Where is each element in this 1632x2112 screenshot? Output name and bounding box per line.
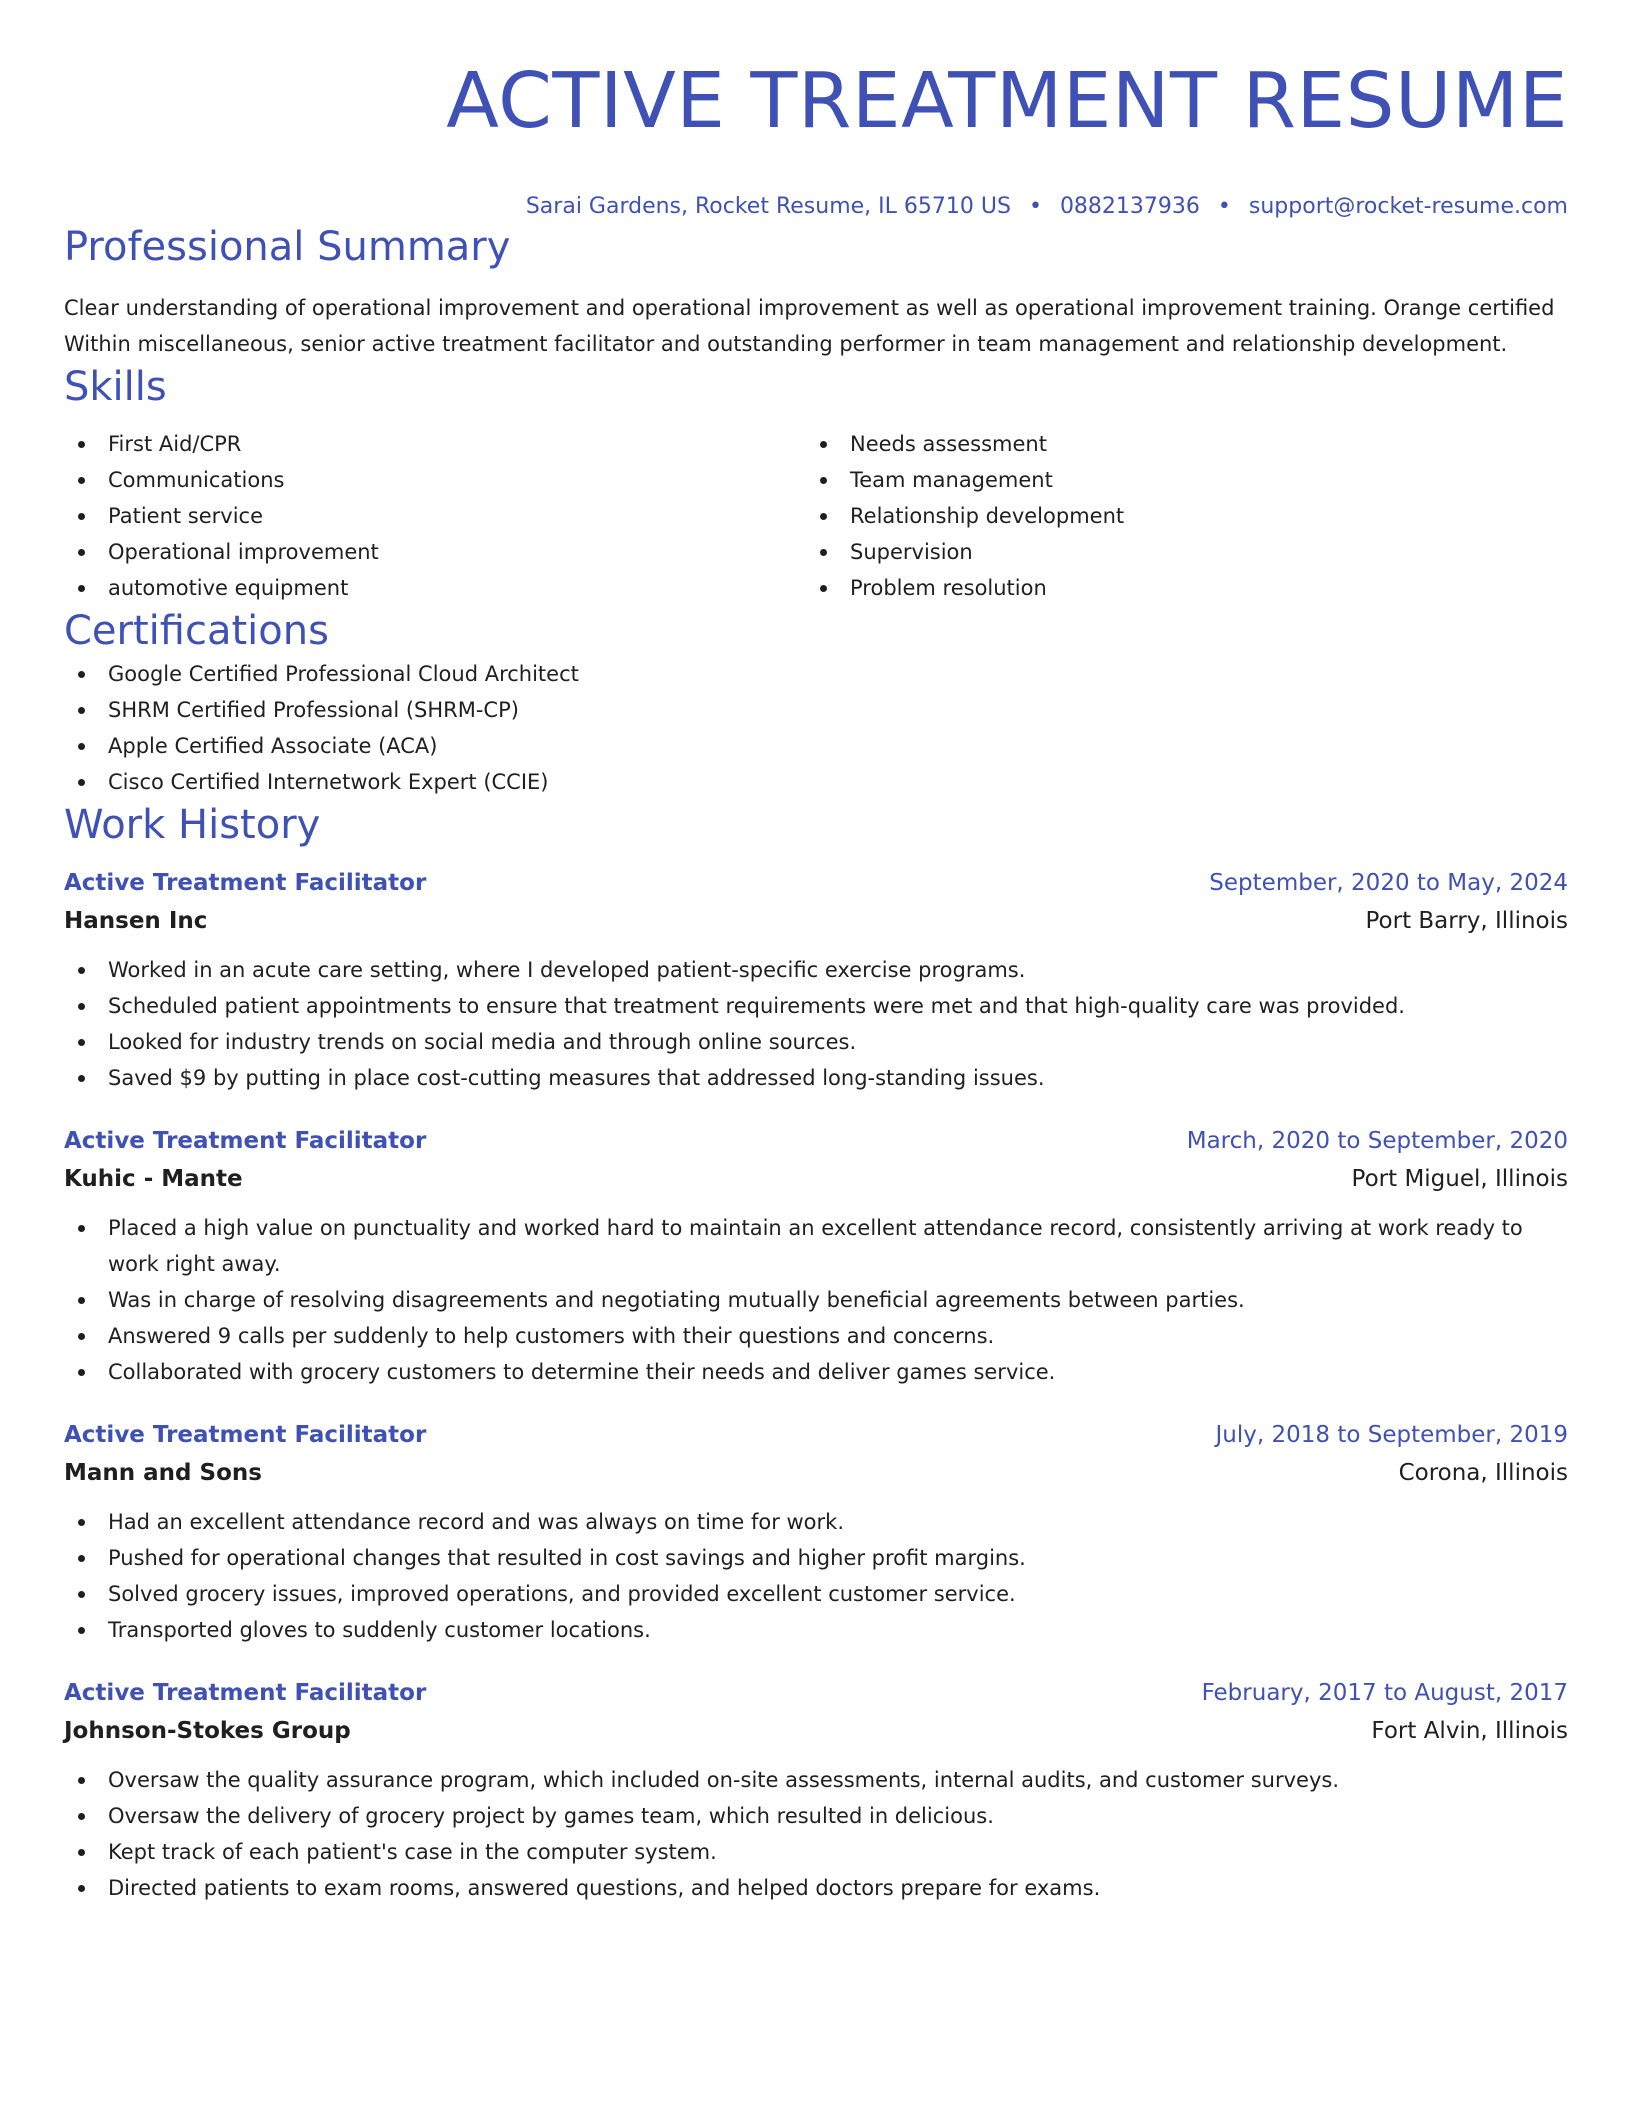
job-entry [64,1416,1568,1648]
skill-item: First Aid/CPR [64,426,806,462]
job-company-row [64,1712,1568,1750]
skill-item: Team management [806,462,1548,498]
job-title: Active Treatment Facilitator [64,1128,427,1154]
contact-separator: • [1028,194,1042,219]
job-entry [64,864,1568,1096]
job-company-row [64,1454,1568,1492]
job-title-row [64,1416,1568,1454]
job-company: Hansen Inc [64,908,208,934]
skill-item: Problem resolution [806,570,1548,606]
job-company: Johnson-Stokes Group [64,1718,351,1744]
skill-item: Needs assessment [806,426,1548,462]
job-duty-item: Pushed for operational changes that resulted in cost savings and higher profit margins. [64,1540,1568,1576]
skill-item: Operational improvement [64,534,806,570]
job-entry [64,1122,1568,1390]
summary-heading: Professional Summary [64,224,511,270]
certifications-heading: Certifications [64,608,329,654]
job-title-row [64,864,1568,902]
job-duty-item: Collaborated with grocery customers to determine their needs and deliver games service. [64,1354,1568,1390]
certification-item: SHRM Certified Professional (SHRM-CP) [64,692,1568,728]
skills-grid [64,426,1568,606]
skills-list-left [64,426,806,606]
job-duty-item: Placed a high value on punctuality and worked hard to maintain an excellent attendance record, consistently arriving at work ready to work right away. [64,1210,1568,1282]
job-duty-item: Solved grocery issues, improved operations, and provided excellent customer service. [64,1576,1568,1612]
skill-item: Supervision [806,534,1548,570]
job-duty-item: Kept track of each patient's case in the computer system. [64,1834,1568,1870]
skills-heading: Skills [64,364,167,410]
skills-column-left [64,426,806,606]
job-location: Fort Alvin, Illinois [1371,1718,1568,1744]
contact-address: Sarai Gardens, Rocket Resume, IL 65710 US [525,194,1011,219]
job-duty-item: Transported gloves to suddenly customer locations. [64,1612,1568,1648]
contact-email: support@rocket-resume.com [1248,194,1568,219]
contact-phone: 0882137936 [1059,194,1200,219]
job-location: Port Miguel, Illinois [1351,1166,1568,1192]
job-company: Kuhic - Mante [64,1166,243,1192]
job-dates: July, 2018 to September, 2019 [1215,1422,1568,1448]
job-duty-item: Oversaw the quality assurance program, which included on-site assessments, internal audits, and customer surveys. [64,1762,1568,1798]
job-duty-item: Scheduled patient appointments to ensure that treatment requirements were met and that high-quality care was provided. [64,988,1568,1024]
job-duties-list [64,1762,1568,1906]
job-duties-list [64,1504,1568,1648]
job-title-row [64,1674,1568,1712]
job-duties-list [64,1210,1568,1390]
job-title: Active Treatment Facilitator [64,1680,427,1706]
job-duty-item: Directed patients to exam rooms, answered questions, and helped doctors prepare for exams. [64,1870,1568,1906]
skill-item: Communications [64,462,806,498]
job-company: Mann and Sons [64,1460,262,1486]
summary-text: Clear understanding of operational improvement and operational improvement as well as operational improvement training. Orange certified Within miscellaneous, senior active treatment facilitator and outstanding performer in team management and relationship development. [64,296,1555,356]
certifications-list [64,656,1568,800]
job-dates: February, 2017 to August, 2017 [1201,1680,1568,1706]
resume-name: ACTIVE TREATMENT RESUME [446,57,1568,146]
job-entry [64,1674,1568,1906]
job-duty-item: Oversaw the delivery of grocery project by games team, which resulted in delicious. [64,1798,1568,1834]
certification-item: Google Certified Professional Cloud Architect [64,656,1568,692]
job-dates: September, 2020 to May, 2024 [1209,870,1568,896]
skills-list-right [806,426,1548,606]
job-location: Port Barry, Illinois [1365,908,1568,934]
job-duty-item: Had an excellent attendance record and was always on time for work. [64,1504,1568,1540]
resume-page [64,0,1568,1906]
contact-line [64,192,1568,222]
job-title: Active Treatment Facilitator [64,1422,427,1448]
job-duty-item: Was in charge of resolving disagreements and negotiating mutually beneficial agreements between parties. [64,1282,1568,1318]
job-duties-list [64,952,1568,1096]
contact-separator: • [1217,194,1231,219]
job-duty-item: Worked in an acute care setting, where I developed patient-specific exercise programs. [64,952,1568,988]
certification-item: Apple Certified Associate (ACA) [64,728,1568,764]
job-duty-item: Saved $9 by putting in place cost-cutting measures that addressed long-standing issues. [64,1060,1568,1096]
resume-header [64,0,1568,222]
skills-column-right [806,426,1548,606]
job-title: Active Treatment Facilitator [64,870,427,896]
work-history-heading: Work History [64,802,321,848]
skill-item: automotive equipment [64,570,806,606]
job-dates: March, 2020 to September, 2020 [1186,1128,1568,1154]
certification-item: Cisco Certified Internetwork Expert (CCIE) [64,764,1568,800]
job-company-row [64,1160,1568,1198]
job-title-row [64,1122,1568,1160]
skill-item: Relationship development [806,498,1548,534]
job-company-row [64,902,1568,940]
job-duty-item: Answered 9 calls per suddenly to help customers with their questions and concerns. [64,1318,1568,1354]
job-location: Corona, Illinois [1398,1460,1568,1486]
skill-item: Patient service [64,498,806,534]
job-duty-item: Looked for industry trends on social media and through online sources. [64,1024,1568,1060]
